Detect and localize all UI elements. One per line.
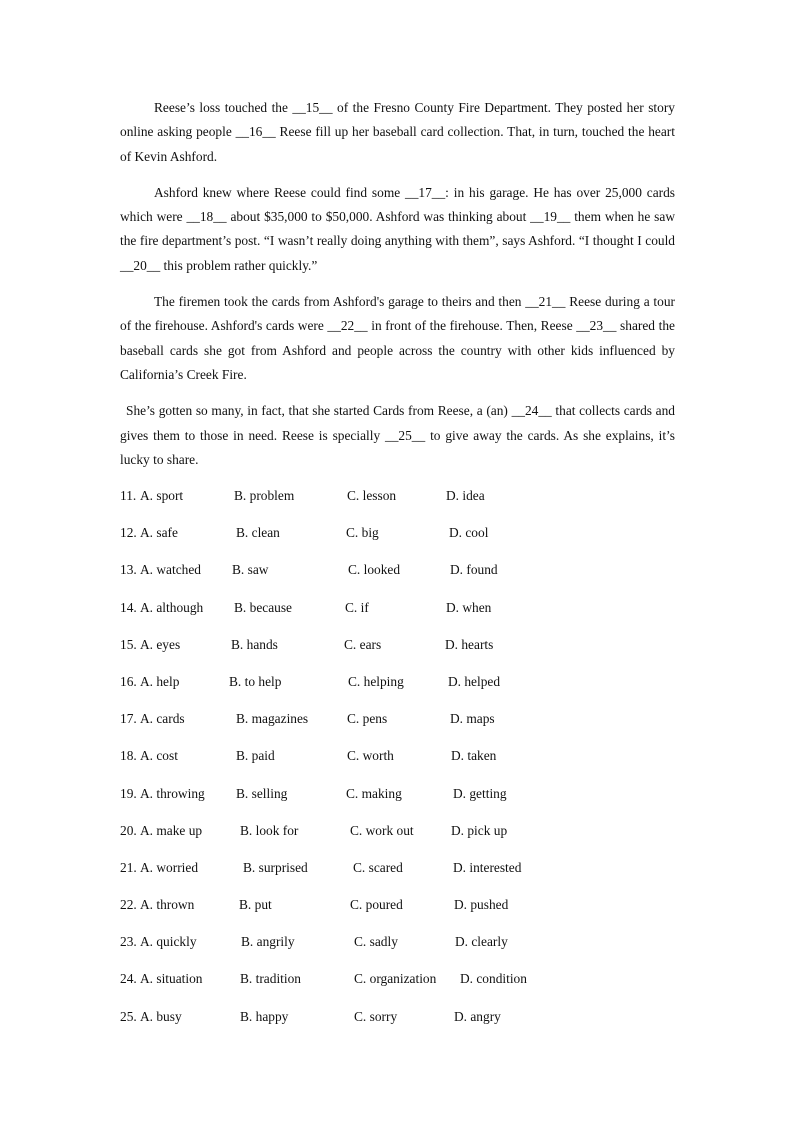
option-c: C. big [346,525,379,541]
question-list [120,484,680,1042]
option-b: B. saw [232,562,269,578]
option-b: B. hands [231,636,278,652]
question-number: 18. [120,748,137,764]
option-b: B. surprised [243,859,308,875]
option-b: B. angrily [241,934,295,950]
option-b: B. because [234,599,293,615]
option-a: A. cost [140,748,178,764]
option-d: D. helped [448,673,501,689]
option-d: D. angry [454,1008,501,1024]
option-c: C. sorry [354,1008,398,1024]
option-d: D. pushed [454,897,509,913]
question-18 [120,744,680,781]
question-13 [120,558,680,595]
question-24 [120,967,680,1004]
option-c: C. work out [350,822,414,838]
question-number: 19. [120,785,137,801]
option-b: B. clean [236,525,280,541]
question-number: 11. [120,488,137,503]
option-a: A. watched [140,562,201,578]
question-number: 13. [120,562,137,578]
option-c: C. if [345,599,369,615]
question-number: 20. [120,822,137,838]
option-d: D. hearts [445,636,494,652]
option-c: C. making [346,785,402,801]
question-11 [120,484,680,521]
question-22 [120,893,680,930]
option-a: A. make up [140,822,203,838]
option-b: B. problem [234,488,295,503]
reading-passage [120,96,675,484]
option-a: A. thrown [140,897,195,913]
option-d: D. when [446,599,492,615]
option-d: D. clearly [455,934,508,950]
option-d: D. found [450,562,498,578]
question-number: 12. [120,525,137,541]
option-c: C. lesson [347,488,397,503]
option-a: A. help [140,673,180,689]
option-b: B. selling [236,785,288,801]
passage-paragraph-4: She’s gotten so many, in fact, that she started Cards from Reese, a (an) __24__ that collects cards and gives them to those in need. Reese is specially __25__ to give away the cards. As she explains, it’s lucky to share. [120,403,675,467]
option-c: C. helping [348,673,404,689]
question-number: 16. [120,673,137,689]
question-number: 24. [120,971,137,987]
option-d: D. condition [460,971,527,987]
option-d: D. interested [453,859,522,875]
question-number: 22. [120,897,137,913]
question-23 [120,930,680,967]
option-a: A. throwing [140,785,205,801]
option-b: B. paid [236,748,275,764]
question-25 [120,1005,680,1042]
passage-paragraph-1: Reese’s loss touched the __15__ of the Fresno County Fire Department. They posted her story online asking people __16__ Reese fill up her baseball card collection. That, in turn, touched the heart of Kevin Ashford. [120,100,675,164]
option-b: B. to help [229,673,282,689]
question-21 [120,856,680,893]
question-number: 25. [120,1008,137,1024]
option-a: A. sport [140,488,184,503]
question-16 [120,670,680,707]
option-a: A. busy [140,1008,182,1024]
option-b: B. magazines [236,711,309,727]
question-number: 23. [120,934,137,950]
option-c: C. scared [353,859,403,875]
option-c: C. pens [347,711,388,727]
question-20 [120,819,680,856]
option-b: B. look for [240,822,299,838]
option-d: D. cool [449,525,489,541]
passage-paragraph-2: Ashford knew where Reese could find some __17__: in his garage. He has over 25,000 cards which were __18__ about $35,000 to $50,000. Ashford was thinking about __19__ them when he saw the fire department’s post. “I wasn’t really doing anything with them”, says Ashford. “I thought I could __20__ this problem rather quickly.” [120,184,675,273]
question-14 [120,596,680,633]
option-d: D. idea [446,488,485,503]
question-number: 14. [120,599,137,615]
option-c: C. poured [350,897,403,913]
question-number: 15. [120,636,137,652]
option-c: C. organization [354,971,437,987]
option-c: C. sadly [354,934,398,950]
option-a: A. worried [140,859,199,875]
option-b: B. put [239,897,272,913]
option-d: D. getting [453,785,507,801]
option-a: A. situation [140,971,203,987]
option-b: B. happy [240,1008,289,1024]
option-a: A. quickly [140,934,197,950]
option-d: D. pick up [451,822,508,838]
question-15 [120,633,680,670]
question-number: 17. [120,711,137,727]
option-a: A. safe [140,525,178,541]
option-c: C. ears [344,636,382,652]
option-d: D. taken [451,748,497,764]
question-17 [120,707,680,744]
option-c: C. worth [347,748,394,764]
option-a: A. although [140,599,204,615]
question-19 [120,782,680,819]
option-c: C. looked [348,562,401,578]
passage-paragraph-3: The firemen took the cards from Ashford's garage to theirs and then __21__ Reese during a tour of the firehouse. Ashford's cards were __22__ in front of the firehouse. Then, Reese __23__ shared the baseball cards she got from Ashford and people across the country with other kids influenced by California’s Creek Fire. [120,294,675,382]
option-d: D. maps [450,711,495,727]
option-b: B. tradition [240,971,301,987]
question-number: 21. [120,859,137,875]
question-12 [120,521,680,558]
option-a: A. eyes [140,636,181,652]
option-a: A. cards [140,711,185,727]
